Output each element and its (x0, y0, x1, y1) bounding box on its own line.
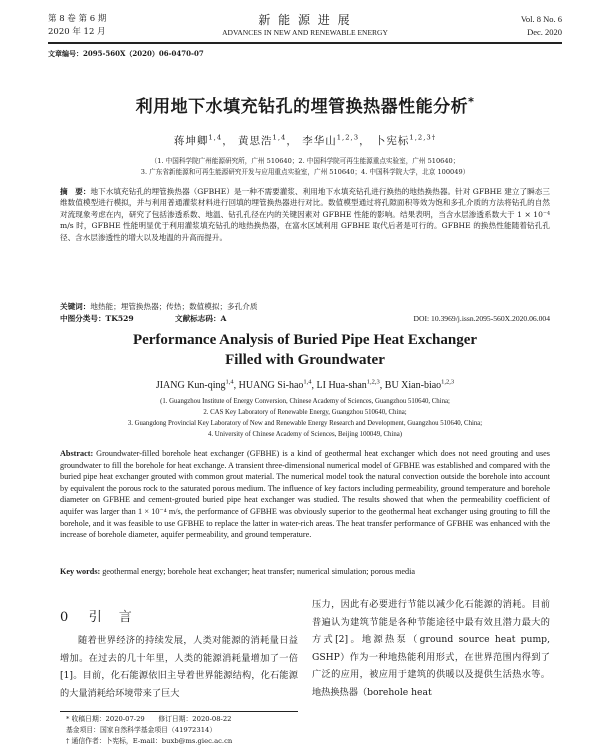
title-en-line-1: Performance Analysis of Buried Pipe Heat Exchanger (132, 332, 478, 348)
affiliation-cn-line-1: （1. 中国科学院广州能源研究所，广州 510640；2. 中国科学院可再生能源重点实验室，广州 510640； (150, 157, 460, 165)
section-heading: 0 引 言 (60, 610, 134, 625)
affiliation-en-line-3: 3. Guangdong Provincial Key Laboratory of New and Renewable Energy Research and Development, Guangzhou 510640, China; (127, 420, 483, 427)
abstract-en: Abstract: Groundwater-filled borehole heat exchanger (GFBHE) is a kind of geothermal heat exchanger which does not need grouting and uses groundwater to fill the borehole for heat exchange. A transient three-dimensional numerical model of GFBHE was established and compared with the buried pipe heat exchanger grouted with common grout material. The numerical model took the natural convection outside the borehole into account by equivalent the porous rock to the saturated porous medium. The influence of key factors including permeability, ground temperature and borehole diameter on GFBHE and cement-grouted buried pipe heat exchanger was studied. The results showed that when the permeability coefficient of aquifer was larger than 1 × 10⁻⁴ m/s, the performance of GFBHE was obviously superior to the geothermal heat exchanger using grouting to fill the borehole, and it was feasible to use GFBHE to replace the latter in water-rich areas. The heat transfer performance of GFBHE was enhanced with the increase of borehole diameter, aquifer permeability, and ground temperature. (60, 449, 550, 540)
abstract-cn: 摘 要：地下水填充钻孔的埋管换热器（GFBHE）是一种不需要灌浆、利用地下水填充钻孔进行换热的地热换热器。针对 GFBHE 建立了瞬态三维数值模型进行模拟，并与利用普通灌浆材料进行回填的埋管换热器进行对比。数值模型通过将孔隙面积等效为饱和多孔介质的方法将钻孔的自然对流现象考虑在内，研究了包括渗透系数、地温、钻孔孔径在内的关键因素对 GFBHE 性能的影响。结果表明，当含水层渗透系数大于 1 × 10⁻⁴ m/s 时，GFBHE 性能明显优于利用灌浆填充钻孔的地热换热器，在富水区域利用 GFBHE 取代后者是可行的。GFBHE 的换热性能随着钻孔孔径、含水层渗透性的增大以及地温的升高而提升。 (60, 187, 551, 242)
author-cn-1: 蒋坤卿$^{1,4}$ (173, 133, 223, 147)
header-journal-cn: 新 能 源 进 展 (258, 13, 352, 27)
author-en-4: BU Xian-biao$^{1,2,3}$ (384, 378, 455, 391)
footnote-corresponding: † 通信作者：卜宪标，E-mail：buxb@ms.giec.ac.cn (66, 737, 233, 745)
body-left-column: 随着世界经济的持续发展，人类对能源的消耗量日益增加。在过去的几十年里，人类的能源消耗量增加了一倍[1]。目前，化石能源依旧主导着世界能源结构，化石能源的大量消耗给环境带来了巨大 (60, 635, 298, 699)
title-cn: 利用地下水填充钻孔的埋管换热器性能分析* (135, 95, 475, 117)
footnote-funding: 基金项目：国家自然科学基金项目（41972314） (66, 726, 217, 734)
footnote-received: * 收稿日期：2020-07-29 修订日期：2020-08-22 (66, 715, 232, 723)
author-cn-3: 李华山$^{1,2,3}$ (302, 133, 360, 147)
header-journal-en: ADVANCES IN NEW AND RENEWABLE ENERGY (222, 28, 388, 37)
author-cn-4: 卜宪标$^{1,2,3\dagger}$ (374, 133, 437, 147)
footnotes (66, 714, 232, 747)
header-volume-en: Vol. 8 No. 6 (520, 14, 562, 24)
author-cn-2: 黄思浩$^{1,4}$ (238, 133, 287, 147)
body-right-column: 压力，因此有必要进行节能以减少化石能源的消耗。目前普遍认为建筑节能是各种节能途径中最有效且潜力最大的方式[2]。地源热泵（ground source heat pump, GSHP）作为一种地热能利用形式，在世界范围内得到了广泛的应用，被应用于建筑的供暖以及提供生活热水等。地热换热器（borehole heat (312, 599, 550, 698)
author-en-2: HUANG Si-hao$^{1,4}$ (238, 378, 312, 391)
document-code: 文献标志码：A (175, 314, 227, 323)
title-en-line-2: Filled with Groundwater (225, 352, 385, 368)
article-number: 文章编号：2095-560X（2020）06-0470-07 (48, 49, 204, 58)
keywords-en: Key words: geothermal energy; borehole heat exchanger; heat transfer; numerical simulation; porous media (60, 567, 415, 576)
author-en-3: LI Hua-shan$^{1,2,3}$ (316, 378, 380, 391)
header-date-en: Dec. 2020 (527, 27, 562, 37)
affiliation-en-line-1: (1. Guangzhou Institute of Energy Conversion, Chinese Academy of Sciences, Guangzhou 510640, China; (160, 398, 450, 405)
affiliation-en-line-2: 2. CAS Key Laboratory of Renewable Energy, Guangzhou 510640, China; (203, 409, 407, 416)
affiliation-en-line-4: 4. University of Chinese Academy of Sciences, Beijing 100049, China) (207, 431, 403, 438)
affiliation-en (48, 396, 562, 440)
header-volume-cn: 第 8 卷 第 6 期 (48, 14, 107, 24)
authors-cn: 蒋坤卿$^{1,4}$， 黄思浩$^{1,4}$， 李华山$^{1,2,3}$， 卜宪标$^{1,2,3\dagger}$ (173, 133, 437, 147)
doi: DOI: 10.3969/j.issn.2095-560X.2020.06.004 (413, 314, 550, 323)
keywords-cn: 关键词：地热能；埋管换热器；传热；数值模拟；多孔介质 (60, 302, 258, 311)
affiliation-cn-line-2: 3. 广东省新能源和可再生能源研究开发与应用重点实验室，广州 510640；4. 中国科学院大学，北京 100049） (140, 168, 470, 176)
footnote-rule (60, 711, 298, 712)
header-rule (48, 42, 562, 44)
author-en-1: JIANG Kun-qing$^{1,4}$ (155, 378, 234, 391)
clc-number: 中图分类号：TK529 (60, 314, 134, 323)
authors-en: JIANG Kun-qing$^{1,4}$, HUANG Si-hao$^{1,4}$, LI Hua-shan$^{1,2,3}$, BU Xian-biao$^{1,2,3}$ (155, 378, 455, 391)
header-date-cn: 2020 年 12 月 (48, 27, 106, 37)
